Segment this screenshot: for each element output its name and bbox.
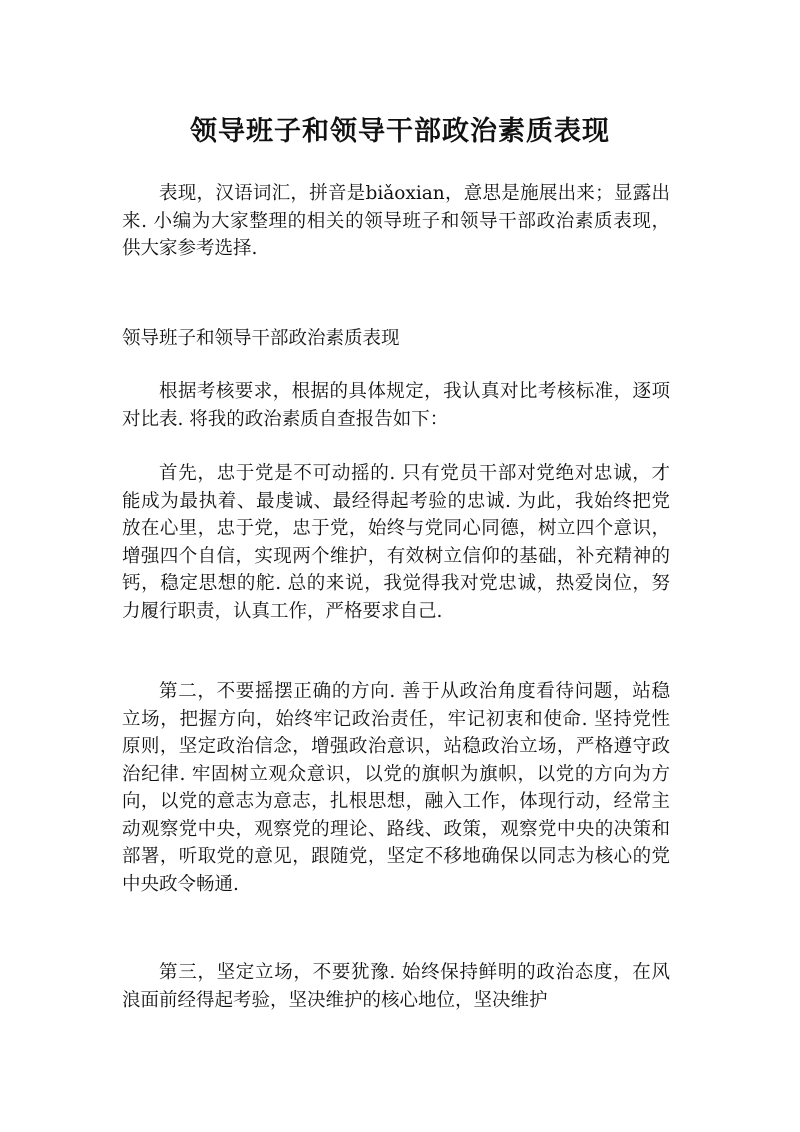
body-paragraph-1: 根据考核要求，根据的具体规定，我认真对比考核标准，逐项对比表. 将我的政治素质自查报告如下： [122, 381, 670, 430]
document-title: 领导班子和领导干部政治素质表现 [190, 116, 610, 147]
intro-paragraph: 表现，汉语词汇，拼音是biǎoxian，意思是施展出来；显露出来. 小编为大家整理的相关的领导班子和领导干部政治素质表现，供大家参考选择. [122, 183, 670, 259]
body-paragraph-3: 第二，不要摇摆正确的方向. 善于从政治角度看待问题，站稳立场，把握方向，始终牢记政治责任，牢记初衷和使命. 坚持党性原则，坚定政治信念，增强政治意识，站稳政治立场，严格遵守政治纪律. 牢固树立观众意识，以党的旗帜为旗帜，以党的方向为方向，以党的意志为意志，扎根思想，融入工作，体现行动，经常主动观察党中央，观察党的理论、路线、政策，观察党中央的决策和部署，听取党的意见，跟随党，坚定不移地确保以同志为核心的党中央政令畅通. [122, 681, 670, 895]
body-paragraph-4: 第三，坚定立场，不要犹豫. 始终保持鲜明的政治态度，在风浪面前经得起考验，坚决维护的核心地位，坚决维护 [122, 962, 670, 1011]
section-heading: 领导班子和领导干部政治素质表现 [122, 328, 400, 349]
body-paragraph-2: 首先，忠于党是不可动摇的. 只有党员干部对党绝对忠诚，才能成为最执着、最虔诚、最经得起考验的忠诚. 为此，我始终把党放在心里，忠于党，忠于党，始终与党同心同德，树立四个意识，增强四个自信，实现两个维护，有效树立信仰的基础，补充精神的钙，稳定思想的舵. 总的来说，我觉得我对党忠诚，热爱岗位，努力履行职责，认真工作，严格要求自己. [122, 463, 670, 622]
